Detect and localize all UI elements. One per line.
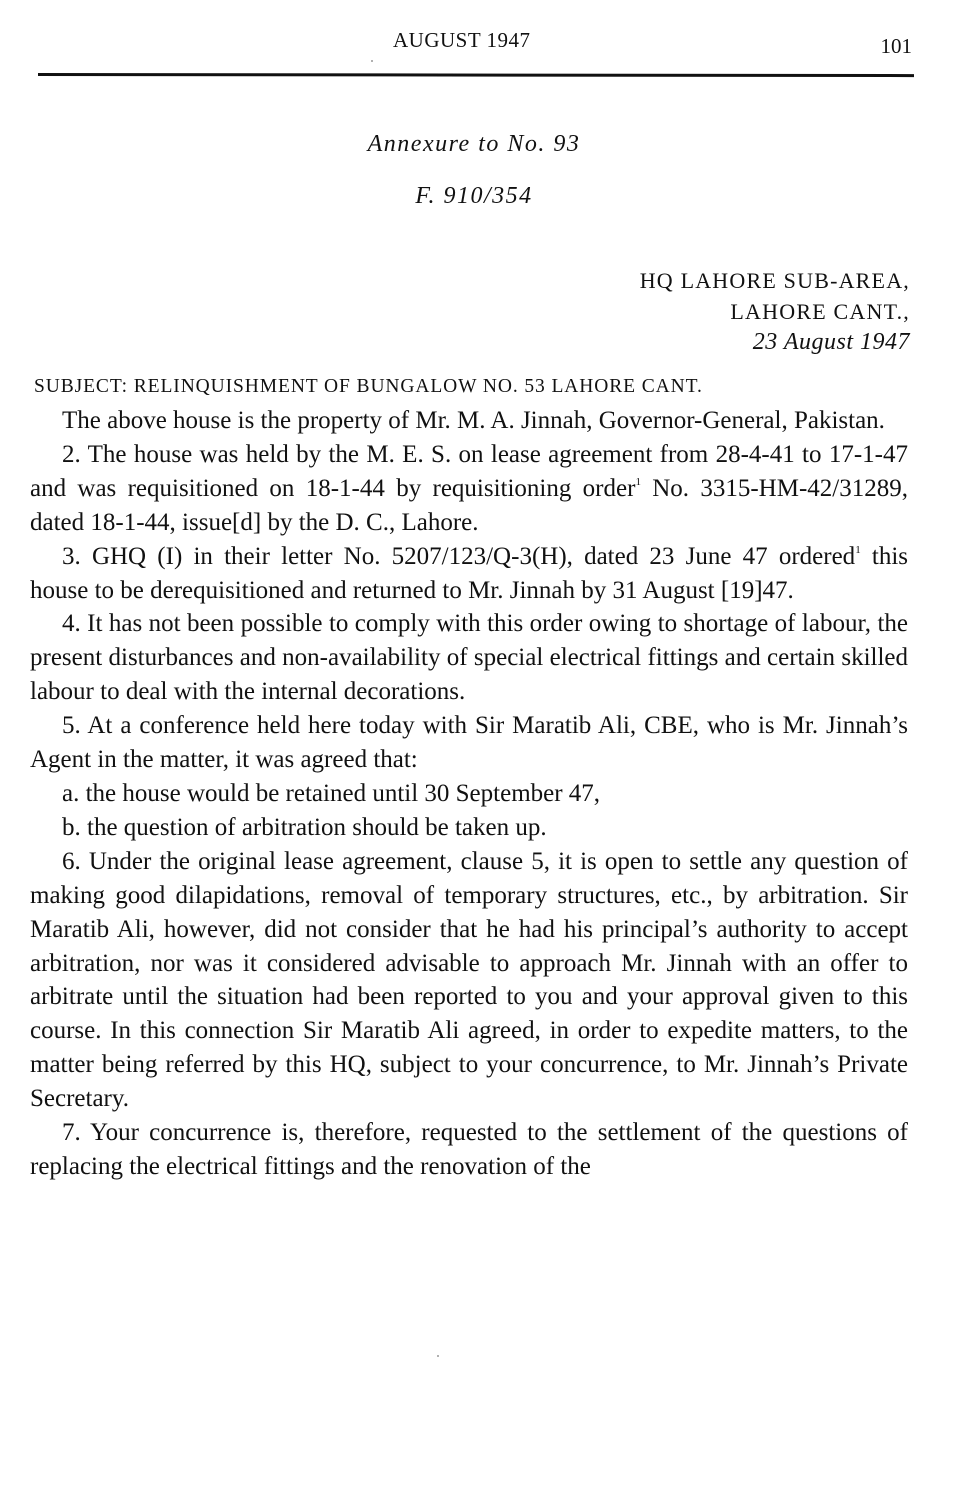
sender-address [640,265,910,358]
address-line-2: LAHORE CANT., [730,299,910,324]
paragraph-5b: b. the question of arbitration should be taken up. [62,813,547,841]
paragraph-3: 3. GHQ (I) in their letter No. 5207/123/Q-3(H), dated 23 June 47 ordered$^1$ this house to be derequisitioned and returned to Mr. Jinnah by 31 August [19]47. [30,542,909,604]
header-rule [38,73,914,77]
scan-speck [371,60,373,62]
scan-speck [437,1355,439,1357]
footnote-marker: 1 [635,475,641,488]
footnote-marker: 1 [855,543,861,556]
letter-body [30,404,908,1184]
file-reference: F. 910/354 [415,183,533,209]
running-head [0,28,968,58]
paragraph-7: 7. Your concurrence is, therefore, requested to the settlement of the questions of replacing the electrical fittings and the renovation of the [30,1119,908,1180]
paragraph-4: 4. It has not been possible to comply with this order owing to shortage of labour, the present disturbances and non-availability of special electrical fittings and certain skilled labour to deal with the internal decorations. [30,610,908,706]
paragraph-2: 2. The house was held by the M. E. S. on lease agreement from 28-4-41 to 17-1-47 and was requisitioned on 18-1-44 by requisitioning order$^1$ No. 3315-HM-42/31289, dated 18-1-44, issue[d] by the D. C., Lahore. [30,440,908,536]
paragraph-1: The above house is the property of Mr. M. A. Jinnah, Governor-General, Pakistan. [62,407,885,434]
subject-line: SUBJECT: RELINQUISHMENT OF BUNGALOW NO. 53 LAHORE CANT. [34,376,703,397]
letter-date: 23 August 1947 [752,329,910,355]
annexure-title: Annexure to No. 93 [367,131,581,157]
paragraph-5a: a. the house would be retained until 30 September 47, [62,779,601,807]
paragraph-6: 6. Under the original lease agreement, clause 5, it is open to settle any question of making good dilapidations, removal of temporary structures, etc., by arbitration. Sir Maratib Ali, however, did not consider that he had his principal’s authority to accept arbitration, nor was it considered advisable to approach Mr. Jinnah with an offer to arbitrate until the situation had been reported to you and your approval given to this course. In this connection Sir Maratib Ali agreed, in order to expedite matters, to the matter being referred by this HQ, subject to your concurrence, to Mr. Jinnah’s Private Secretary. [30,847,908,1113]
paragraph-5: 5. At a conference held here today with Sir Maratib Ali, CBE, who is Mr. Jinnah’s Agent in the matter, it was agreed that: [30,712,908,774]
running-head-title: AUGUST 1947 [393,28,531,52]
page-number: 101 [880,34,912,58]
address-line-1: HQ LAHORE SUB-AREA, [639,268,910,293]
